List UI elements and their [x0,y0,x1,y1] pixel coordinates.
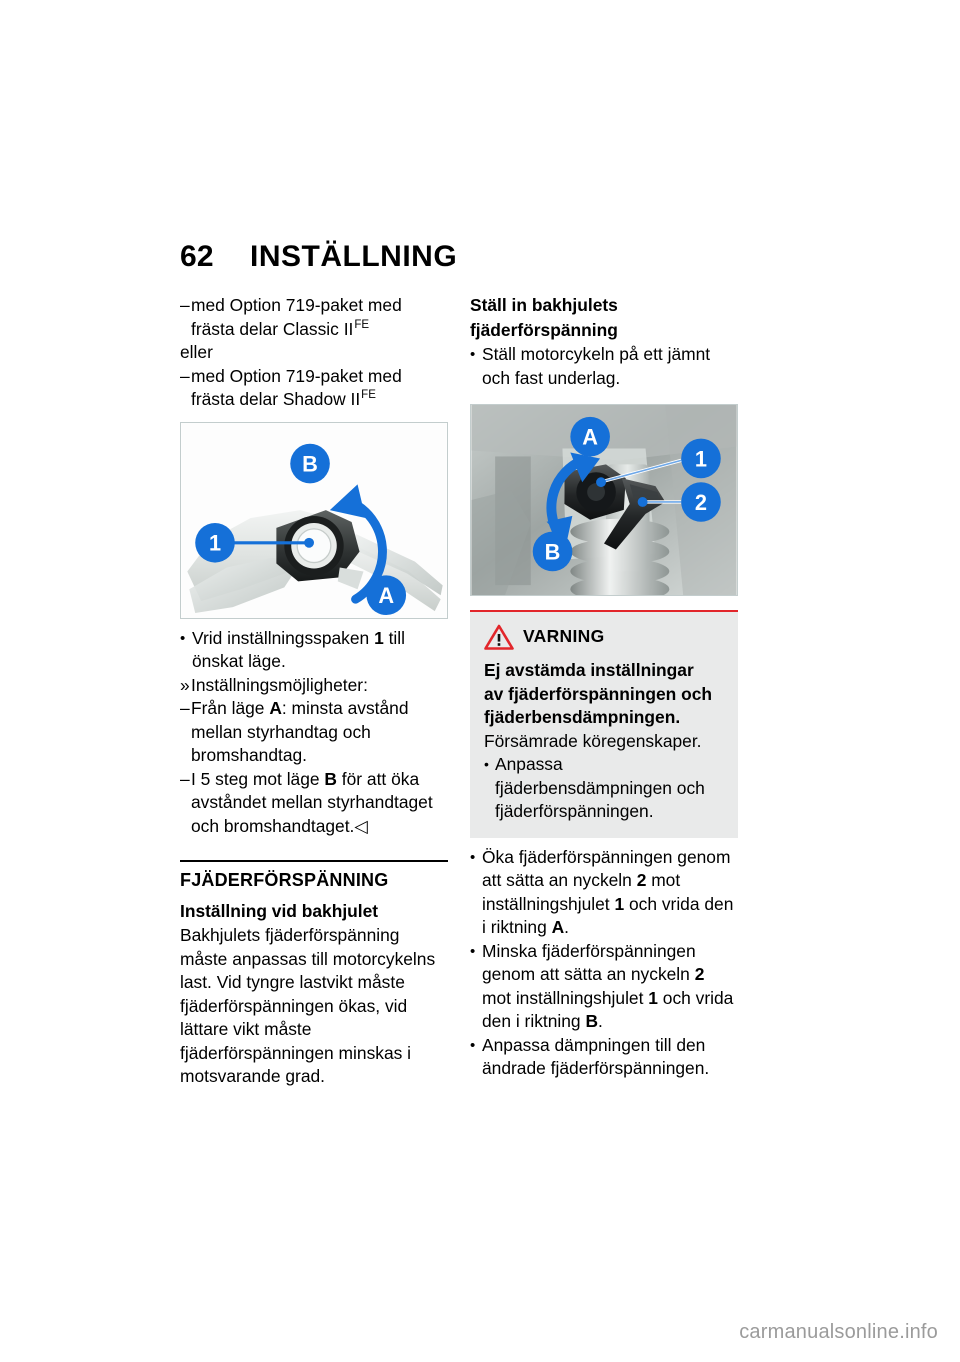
list-item-text [482,940,738,1034]
list-item-text [191,697,448,768]
text-segment: Från läge [191,698,270,718]
text-segment: och vrida den i riktning [482,987,734,1031]
warning-label: VARNING [523,626,605,647]
dash-marker: – [180,295,190,315]
option-item-text [191,294,448,341]
emphasis-label: 2 [636,870,647,890]
warning-consequence: Försämrade köregenskaper. [484,730,702,751]
emphasis-label: 1 [374,627,384,648]
svg-text:B: B [544,539,561,565]
left-column [180,294,448,1089]
page-title: INSTÄLLNING [250,240,458,273]
text-segment: Vrid inställningsspaken [192,627,375,648]
list-item-text: Anpassa dämpningen till den ändrade fjäderförspänningen. [482,1034,710,1078]
emphasis-label: A [269,698,282,718]
warning-header [484,624,724,650]
option-item [180,365,448,412]
right-heading-line2: fjäderförspänning [470,319,618,340]
left-instruction-list [180,627,448,839]
emphasis-label: B [324,768,337,789]
right-heading-line1: Ställ in bakhjulets [470,295,618,315]
list-item [470,343,738,390]
option-item-line1: med Option 719-paket med [191,295,402,315]
right-column [470,294,738,1081]
or-text: eller [180,342,213,362]
list-item [180,674,448,698]
warning-title-line1: Ej avstämda inställningar [484,660,694,680]
list-item [470,1034,738,1081]
list-item-text [482,846,738,940]
sub-heading: Inställning vid bakhjulet [180,900,379,921]
emphasis-label: 1 [614,893,625,914]
text-segment: I 5 steg mot läge [191,768,325,789]
section-heading: FJÄDERFÖRSPÄNNING [180,870,389,890]
list-item [180,697,448,768]
emphasis-label: 2 [694,964,705,984]
emphasis-label: B [585,1011,598,1031]
bullet-marker: • [470,942,476,960]
list-item [180,768,448,839]
text-segment: till önskat läge. [192,627,405,671]
text-segment: mot inställningshjulet [482,987,649,1008]
option-item-text [191,365,448,412]
list-item-text [191,768,448,839]
footnote-marker: FE [361,389,376,402]
text-segment: Öka fjäderförspänningen genom att sätta an nyckeln [482,846,731,890]
svg-text:1: 1 [694,446,708,472]
svg-text:A: A [378,582,395,608]
warning-remedy-text: Anpassa fjäderbensdämpningen och fjäderförspänningen. [495,754,705,821]
figure-brake-lever-adjuster [180,422,448,619]
svg-text:B: B [302,451,318,477]
bullet-marker: • [180,629,186,647]
list-item [470,940,738,1034]
option-item [180,294,448,341]
option-item-line1: med Option 719-paket med [191,365,402,386]
footnote-marker: FE [354,318,370,331]
emphasis-label: A [551,917,565,937]
svg-text:1: 1 [208,530,222,556]
emphasis-label: 1 [648,987,658,1008]
rear-shock-illustration [471,405,737,595]
bullet-marker: • [484,756,489,772]
option-item-line2: frästa delar Classic II [191,318,354,339]
dash-marker: – [180,698,190,718]
warning-remedy [484,753,724,824]
warning-title-line3: fjäderbensdämpningen. [484,707,681,727]
figure-rear-shock-adjuster [470,404,738,596]
list-item [470,846,738,940]
warning-box [470,610,738,838]
dash-marker: – [180,365,190,386]
bullet-marker: • [470,848,476,866]
text-segment: mot inställningshjulet [482,870,681,914]
warning-triangle-icon [484,624,514,650]
text-segment: för att öka avståndet mellan styrhandtaget och bromshandtaget.◁ [191,768,433,836]
page-header [180,240,780,274]
bullet-marker: • [470,346,476,363]
body-paragraph: Bakhjulets fjäderförspänning måste anpassas till motorcykelns last. Vid tyngre lastvikt måste fjäderförspänningen ökas, vid lättare vikt måste fjäderförspänningen minskas i motsvarande grad. [180,925,436,1086]
guillemet-marker: » [180,674,190,695]
dash-marker: – [180,768,190,789]
option-item-line2: frästa delar Shadow II [191,389,361,409]
list-item-text: Inställningsmöjligheter: [191,674,368,695]
page-number: 62 [180,240,214,273]
list-item-text: Ställ motorcykeln på ett jämnt och fast underlag. [482,344,711,388]
bullet-marker: • [470,1036,476,1054]
text-segment: . [564,917,569,937]
section-divider [180,860,448,862]
right-instruction-list [470,846,738,1081]
warning-title-line2: av fjäderförspänningen och [484,683,713,704]
text-segment: . [598,1011,603,1031]
list-item [180,627,448,674]
footer-watermark: carmanualsonline.info [739,1321,938,1343]
text-segment: : minsta avstånd mellan styrhandtag och bromshandtag. [191,698,409,765]
svg-text:2: 2 [694,489,708,515]
svg-text:A: A [582,424,599,450]
list-item-text [192,627,448,674]
text-segment: och vrida den i riktning [482,893,734,937]
brake-lever-illustration [181,423,447,618]
text-segment: Minska fjäderförspänningen genom att sätta an nyckeln [482,940,696,984]
